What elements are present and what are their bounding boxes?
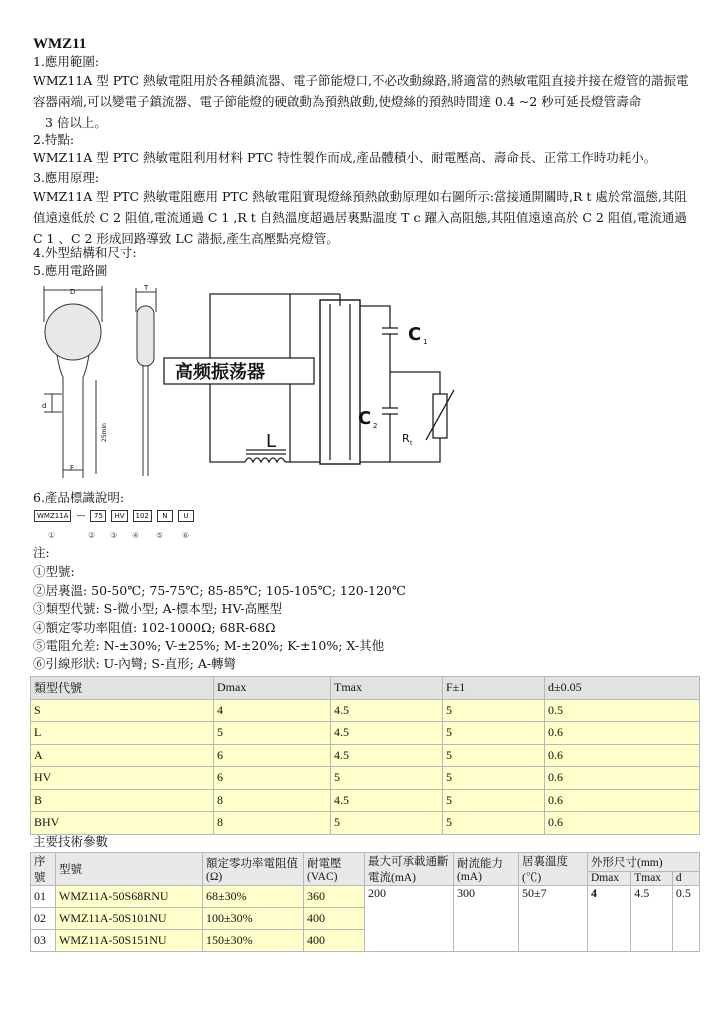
header-curie-temp: 居裏溫度(℃) (519, 853, 588, 886)
parameter-table (30, 852, 700, 952)
header-cell: 類型代號 (31, 677, 214, 700)
header-no: 序號 (31, 853, 56, 886)
table-cell: 5 (443, 744, 545, 767)
header-tmax: Tmax (631, 871, 673, 885)
dim-F-label: F (70, 464, 75, 472)
note-4: ④額定零功率阻值: 102-1000Ω; 68R-68Ω (33, 620, 276, 635)
header-cell: Dmax (214, 677, 331, 700)
code-part-2: 75 (90, 510, 106, 522)
section-1-text (33, 70, 699, 133)
section-1-heading: 1.應用範圍: (33, 54, 100, 69)
table-cell: WMZ11A-50S151NU (56, 930, 203, 952)
table-cell: 0.6 (545, 767, 700, 790)
table-cell: 4.5 (331, 744, 443, 767)
capacitor-c2-sub: 2 (373, 422, 378, 430)
table-cell: 400 (304, 908, 365, 930)
table-cell: 03 (31, 930, 56, 952)
table-cell: 0.5 (672, 886, 699, 952)
table-cell: 5 (443, 812, 545, 835)
table-cell: 8 (214, 812, 331, 835)
table-cell: 0.6 (545, 812, 700, 835)
table-cell: A (31, 744, 214, 767)
thermistor-rt-label: R (402, 432, 410, 445)
code-number-4: ④ (132, 531, 140, 540)
dim-d-label: d (42, 402, 47, 410)
table-cell: 4.5 (631, 886, 673, 952)
thermistor-side-view (136, 288, 156, 476)
header-current: 耐流能力(mA) (454, 853, 519, 886)
code-part-3: HV (111, 510, 127, 522)
table-cell: 360 (304, 886, 365, 908)
table-cell: 4.5 (331, 789, 443, 812)
table-cell: 0.5 (545, 699, 700, 722)
table-cell: 4.5 (331, 699, 443, 722)
section-3-heading: 3.應用原理: (33, 170, 100, 185)
header-cell: F±1 (443, 677, 545, 700)
table-cell: 5 (443, 789, 545, 812)
code-part-1: WMZ11A (34, 510, 71, 522)
dim-length-label: 25min (101, 423, 108, 442)
section-5-heading: 5.應用電路圖 (33, 263, 108, 278)
capacitor-c1-label: C (408, 324, 422, 345)
section-2-text: WMZ11A 型 PTC 熱敏電阻利用材料 PTC 特性製作而成,產品體積小、耐電壓高、壽命長、正常工作時功耗小。 (33, 150, 657, 165)
table-row (31, 886, 700, 908)
header-dmax: Dmax (588, 871, 631, 885)
dimension-table (30, 676, 700, 835)
section-4-heading: 4.外型結構和尺寸: (33, 245, 137, 260)
table-cell: 400 (304, 930, 365, 952)
table-row (31, 789, 700, 812)
code-number-2: ② (88, 531, 96, 540)
table-cell: 300 (454, 886, 519, 952)
table-cell: 0.6 (545, 789, 700, 812)
capacitor-c1-sub: 1 (423, 338, 428, 346)
thermistor-rt-sub: t (410, 440, 413, 447)
code-number-5: ⑤ (156, 531, 164, 540)
table-cell: 68±30% (203, 886, 304, 908)
section-6-heading: 6.產品標識說明: (33, 490, 125, 505)
note-6: ⑥引線形狀: U-內彎; S-直形; A-轉彎 (33, 656, 237, 671)
code-number-6: ⑥ (182, 531, 190, 540)
dim-T-label: T (144, 284, 149, 292)
model-code-diagram (34, 510, 194, 522)
code-part-4: 102 (133, 510, 152, 522)
table-row (31, 744, 700, 767)
structure-and-circuit-figure (30, 282, 710, 482)
table-row (31, 699, 700, 722)
table-cell: 6 (214, 767, 331, 790)
table-row (31, 767, 700, 790)
table-cell: 5 (443, 699, 545, 722)
table-cell: 6 (214, 744, 331, 767)
header-model: 型號 (56, 853, 203, 886)
header-voltage: 耐電壓(VAC) (304, 853, 365, 886)
note-2: ②居裏溫: 50-50℃; 75-75℃; 85-85℃; 105-105℃; 120-120℃ (33, 583, 406, 598)
section-2-heading: 2.特點: (33, 132, 75, 147)
param-heading: 主要技術參數 (33, 834, 109, 849)
table-cell: HV (31, 767, 214, 790)
notes-heading: 注: (33, 545, 50, 560)
table-cell: 100±30% (203, 908, 304, 930)
section-1-body: WMZ11A 型 PTC 熱敏電阻用於各種鎮流器、電子節能燈口,不必改動線路,將適當的熱敏電阻直接并接在燈管的諧振電容器兩端,可以變電子鎮流器、電子節能燈的硬啟動為預熱啟動,使燈絲的預熱時間達 0.4 ~2 秒可延長燈管壽命 (33, 73, 689, 109)
inductor-label: L (266, 431, 277, 452)
header-dimensions: 外形尺寸(mm) (588, 853, 700, 872)
header-cell: d±0.05 (545, 677, 700, 700)
table-cell: 5 (443, 767, 545, 790)
section-3-text: WMZ11A 型 PTC 熱敏電阻應用 PTC 熱敏電阻實現燈絲預熱啟動原理如右圖所示:當接通開關時,R t 處於常溫態,其阻值遠遠低於 C 2 阻值,電流通過 C 1 ,R t 自熱溫度超過居裏點溫度 T c 躍入高阻態,其阻值遠遠高於 C 2 阻值,電流通過 C 1 、C 2 形成回路導致 LC 諧振,產生高壓點亮燈管。 (33, 189, 687, 246)
oscillator-label: 高频振荡器 (175, 362, 265, 383)
table-cell: 5 (331, 767, 443, 790)
table-cell: 4 (214, 699, 331, 722)
table-cell: 8 (214, 789, 331, 812)
table-cell: S (31, 699, 214, 722)
note-1: ①型號: (33, 564, 75, 579)
table-header-row (31, 677, 700, 700)
table-cell: 150±30% (203, 930, 304, 952)
section-1-body-end: 3 倍以上。 (45, 115, 107, 130)
capacitor-c2-label: C (358, 408, 372, 429)
table-cell: 4 (588, 886, 631, 952)
header-max-current: 最大可承載通斷電流(mA) (365, 853, 454, 886)
table-cell: 50±7 (519, 886, 588, 952)
code-part-5: N (157, 510, 173, 522)
header-d: d (672, 871, 699, 885)
table-cell: 4.5 (331, 722, 443, 745)
table-cell: 5 (214, 722, 331, 745)
table-cell: 5 (443, 722, 545, 745)
code-number-1: ① (48, 531, 56, 540)
table-cell: WMZ11A-50S68RNU (56, 886, 203, 908)
table-header-row (31, 853, 700, 872)
header-resistance: 額定零功率電阻值(Ω) (203, 853, 304, 886)
thermistor-front-view (44, 286, 102, 478)
table-cell: 5 (331, 812, 443, 835)
code-number-3: ③ (110, 531, 118, 540)
code-separator: — (76, 511, 86, 521)
table-cell: 0.6 (545, 744, 700, 767)
table-cell: BHV (31, 812, 214, 835)
table-cell: 01 (31, 886, 56, 908)
table-cell: WMZ11A-50S101NU (56, 908, 203, 930)
header-cell: Tmax (331, 677, 443, 700)
table-cell: B (31, 789, 214, 812)
dim-D-label: D (70, 288, 76, 296)
note-5: ⑤電阻允差: N-±30%; V-±25%; M-±20%; K-±10%; X-其他 (33, 638, 385, 653)
table-cell: L (31, 722, 214, 745)
table-cell: 0.6 (545, 722, 700, 745)
code-part-6: U (178, 510, 194, 522)
table-cell: 02 (31, 908, 56, 930)
note-3: ③類型代號: S-微小型; A-標本型; HV-高壓型 (33, 601, 283, 616)
doc-title: WMZ11 (33, 36, 87, 52)
table-row (31, 722, 700, 745)
table-cell: 200 (365, 886, 454, 952)
table-row (31, 812, 700, 835)
